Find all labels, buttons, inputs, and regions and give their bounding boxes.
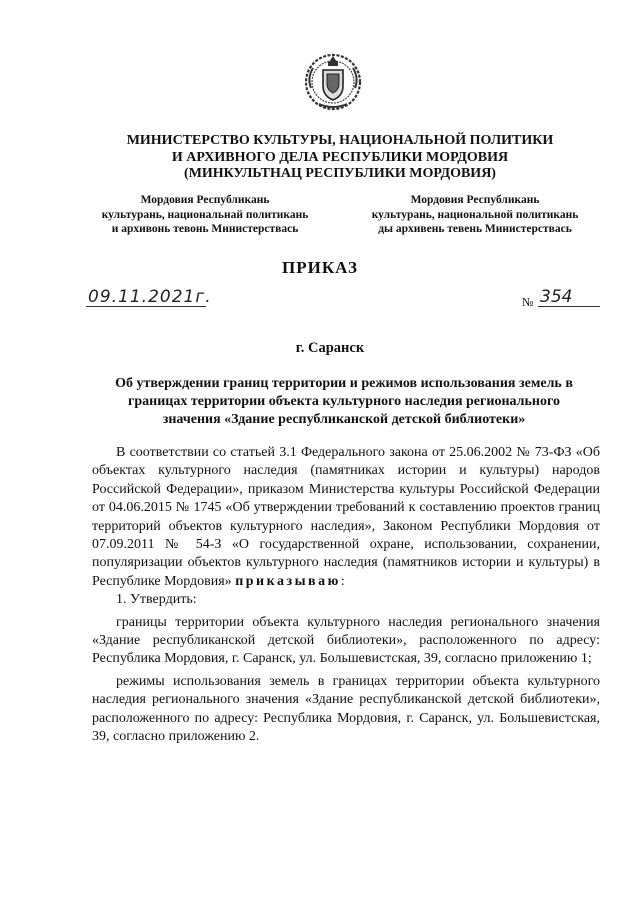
order-date: 09.11.2021г. — [88, 287, 212, 307]
ministry-name-right-line: Мордовия Республикань — [410, 194, 540, 206]
ministry-name-right-line: ды архивень тевень Министерствась — [378, 223, 572, 235]
item-1-b: режимы использования земель в границах территории объекта культурного наследия регионального значения «Здание республиканской детской библиотеки», расположенного по адресу: Республика Мордовия, г. Саранск, ул. Большевистская, 39, согласно приложению 2. — [92, 673, 600, 745]
ministry-name-left-line: культурань, национальнай политикань — [101, 208, 309, 221]
order-subject-line: Об утверждении границ территории и режимов использования земель в — [115, 376, 573, 391]
coat-of-arms-emblem — [299, 48, 367, 114]
order-subject-line: значения «Здание республиканской детской библиотеки» — [162, 412, 526, 427]
preamble-text: В соответствии со статьей 3.1 Федерального закона от 25.06.2002 № 73-ФЗ «Об объектах культурного наследия (памятниках истории и культуры) народов Российской Федерации», приказом Министерства культуры Российской Федерации от 04.06.2015 № 1745 «Об утверждении требований к составлению проектов границ территорий объектов культурного наследия», Законом Республики Мордовия от 07.09.2011 № 54-З «О государственной охране, использовании, сохранении, популяризации объектов культурного наследия (памятников истории и культуры) в Республике Мордовия» — [92, 445, 600, 589]
order-word: приказываю — [235, 573, 341, 589]
item-1-heading: 1. Утвердить: — [116, 592, 197, 608]
ministry-title-line: МИНИСТЕРСТВО КУЛЬТУРЫ, НАЦИОНАЛЬНОЙ ПОЛИТИКИ — [126, 133, 554, 148]
order-heading: ПРИКАЗ — [282, 258, 358, 277]
ministry-title-line: И АРХИВНОГО ДЕЛА РЕСПУБЛИКИ МОРДОВИЯ — [171, 149, 509, 165]
order-subject-line: границах территории объекта культурного наследия регионального — [128, 394, 560, 409]
ministry-name-right-line: культурань, национальной политикань — [371, 208, 579, 221]
preamble-paragraph — [92, 444, 600, 591]
city: г. Саранск — [295, 340, 365, 356]
ministry-title — [60, 133, 620, 183]
order-body — [92, 444, 600, 747]
ministry-title-line: (МИНКУЛЬТНАЦ РЕСПУБЛИКИ МОРДОВИЯ) — [184, 166, 496, 181]
order-number-label: № — [522, 295, 534, 309]
order-word-colon: : — [340, 573, 345, 589]
ministry-name-left-line: Мордовия Республикань — [140, 194, 270, 206]
item-1-a: границы территории объекта культурного наследия регионального значения «Здание республиканской детской библиотеки», расположенного по адресу: Республика Мордовия, г. Саранск, ул. Большевистская, 39, согласно приложению 1; — [92, 614, 600, 667]
ministry-name-left-line: и архивонь тевонь Министерствась — [111, 223, 299, 235]
number-underline — [538, 306, 600, 307]
order-subject — [84, 375, 604, 429]
ministry-name-left — [80, 193, 330, 237]
ministry-name-right — [335, 193, 615, 237]
order-number: 354 — [540, 287, 573, 307]
date-underline — [86, 306, 206, 307]
